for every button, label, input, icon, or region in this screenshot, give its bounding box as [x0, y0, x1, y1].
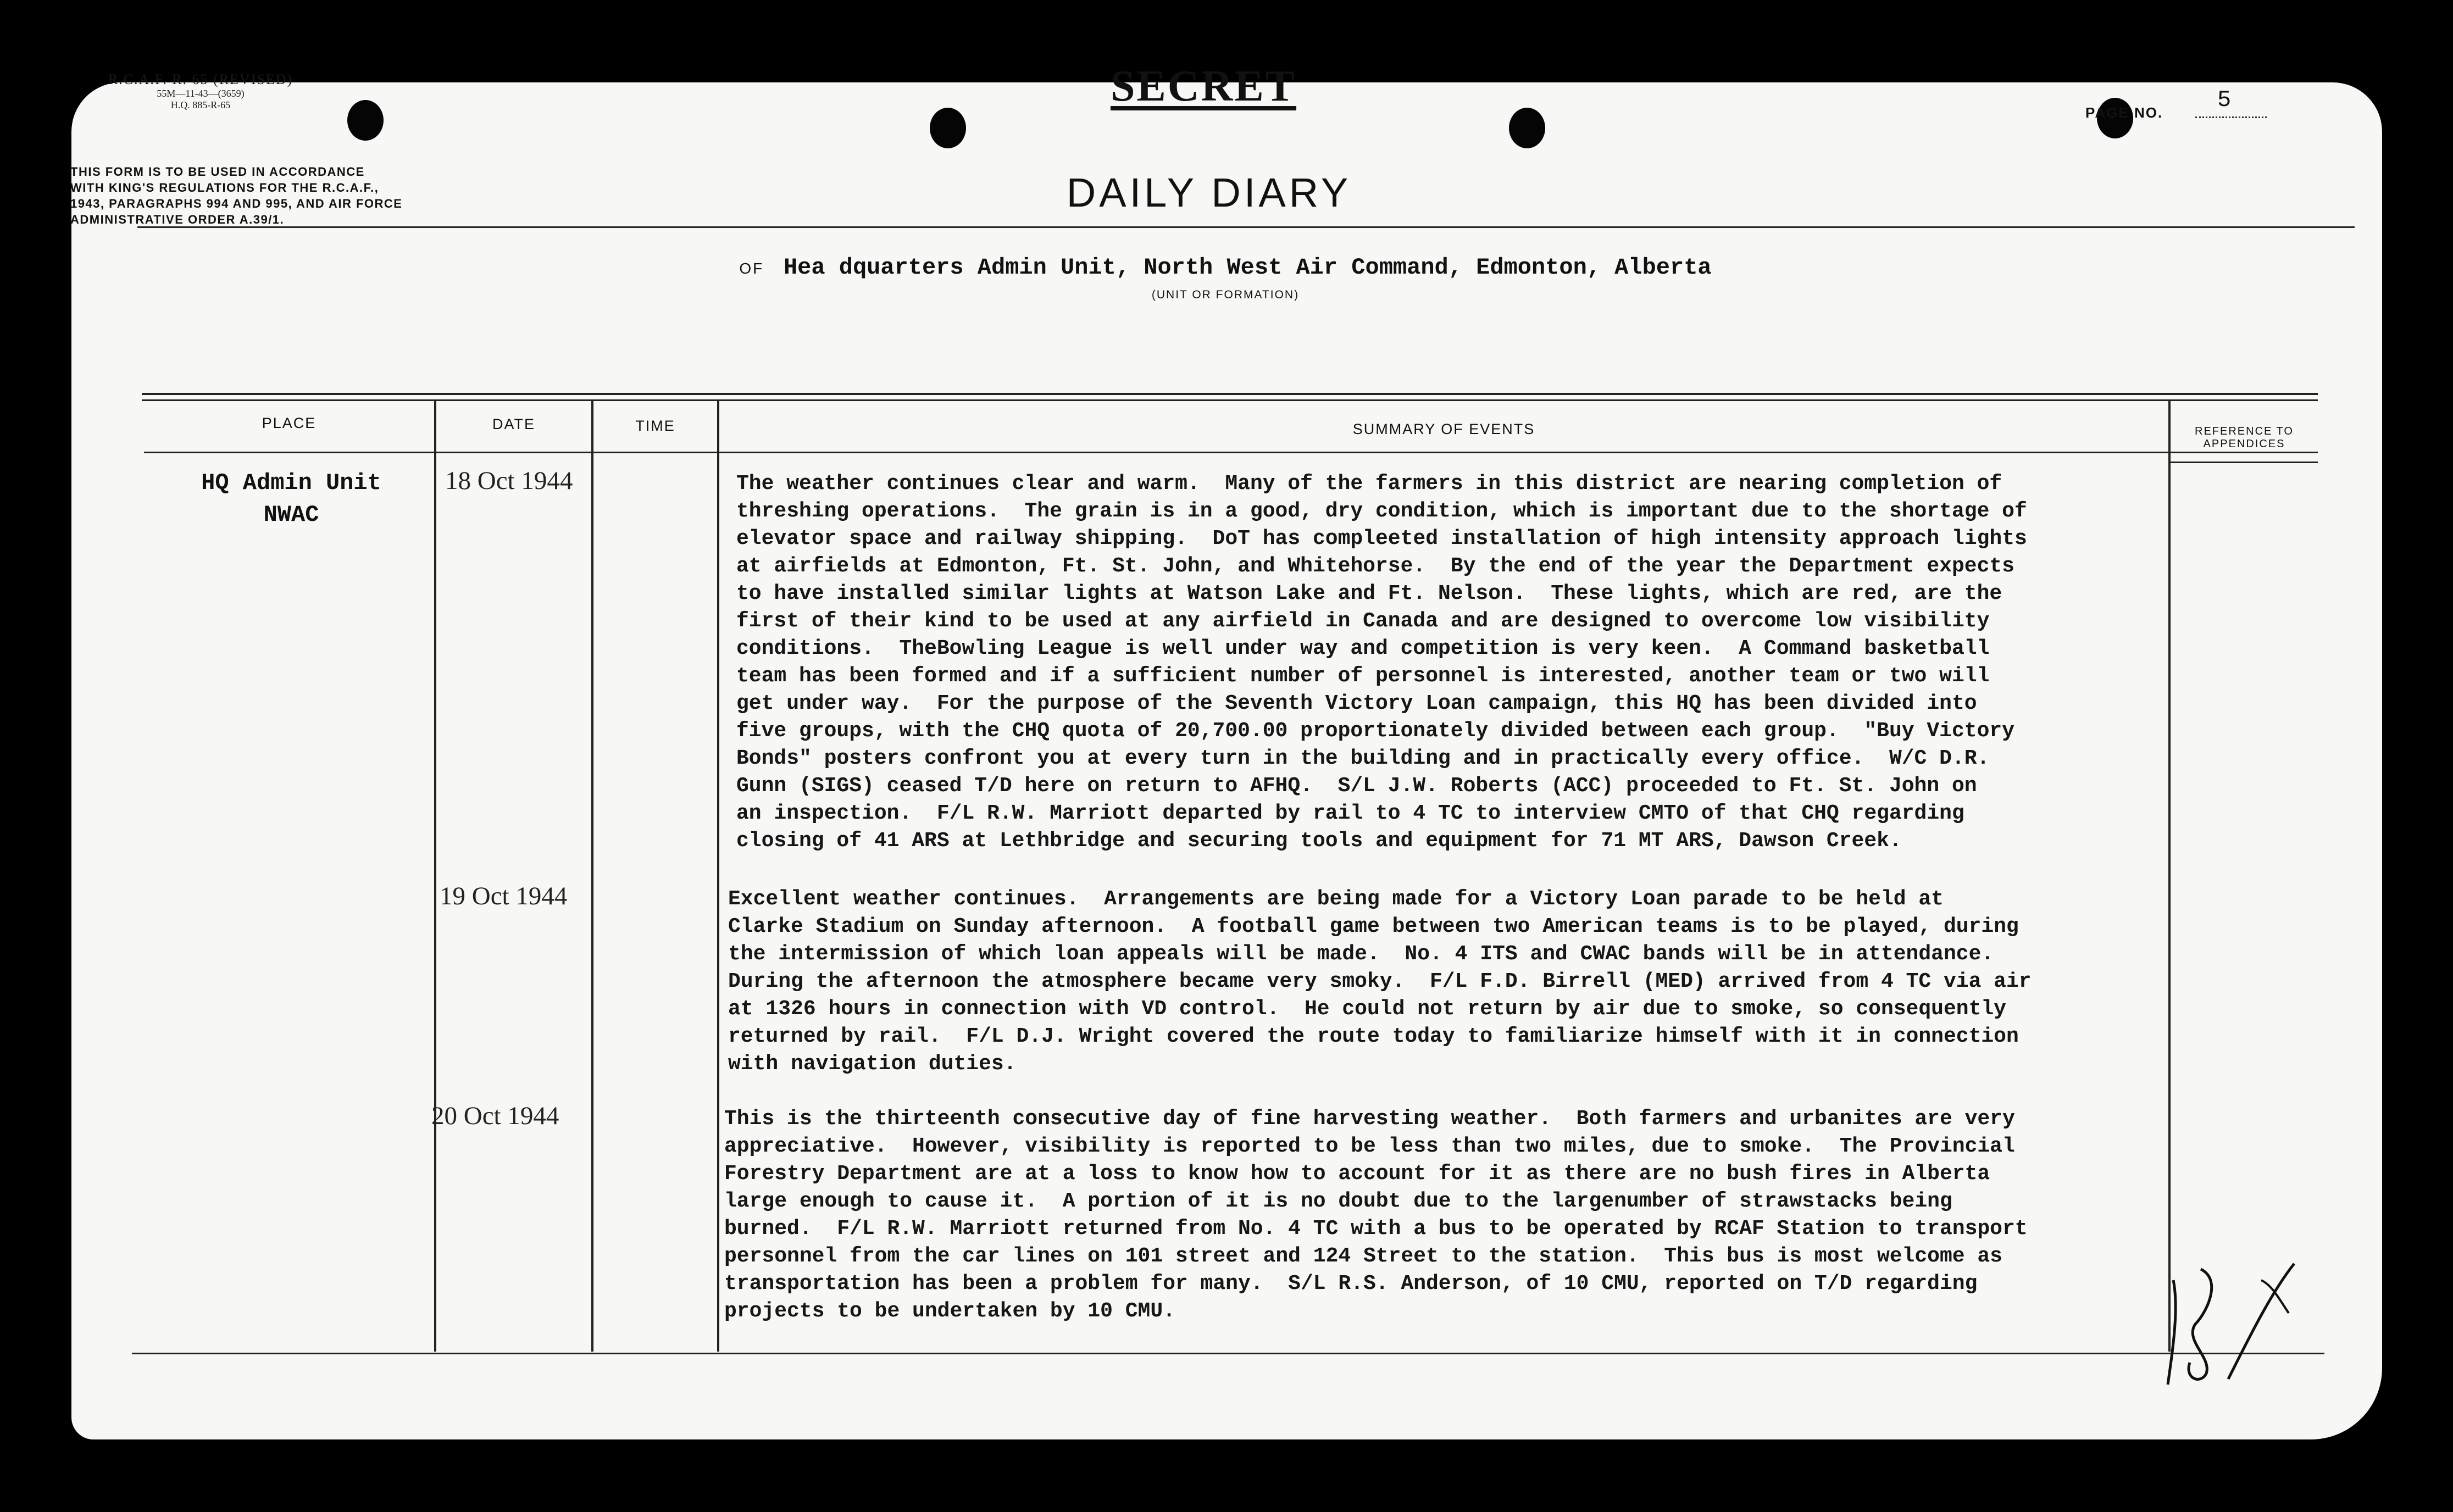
reference-header-rule: [2171, 462, 2318, 463]
column-divider: [717, 401, 719, 1352]
of-label: OF: [739, 260, 764, 277]
page-number: 5: [2217, 87, 2233, 113]
column-header-place: PLACE: [262, 415, 317, 431]
page-number-dots: [2195, 116, 2267, 118]
page-title: DAILY DIARY: [1066, 170, 1352, 215]
table-header-rule: [144, 452, 2318, 453]
column-divider: [434, 401, 436, 1352]
reference-header-line: REFERENCE TO: [2195, 425, 2294, 437]
instruction-line: THIS FORM IS TO BE USED IN ACCORDANCE: [70, 165, 365, 179]
column-header-reference: [2171, 425, 2318, 451]
entry-date: 19 Oct 1944: [440, 882, 568, 910]
unit-line: [676, 253, 1775, 281]
place-line: HQ Admin Unit: [201, 470, 381, 496]
reference-header-line: APPENDICES: [2203, 438, 2285, 450]
instruction-line: WITH KING'S REGULATIONS FOR THE R.C.A.F.,: [70, 181, 379, 194]
column-header-date: DATE: [492, 416, 535, 432]
page-label: PAGE NO.: [2085, 104, 2163, 121]
column-divider: [591, 401, 593, 1352]
signature-mark: [2162, 1247, 2305, 1396]
place-line: NWAC: [263, 502, 319, 528]
column-header-summary: SUMMARY OF EVENTS: [1352, 421, 1535, 437]
column-header-time: TIME: [635, 418, 675, 434]
table-top-rule-inner: [142, 399, 2318, 401]
form-code: 55M—11-43—(3659): [157, 88, 245, 99]
table-top-rule: [142, 393, 2318, 395]
form-hq: H.Q. 885-R-65: [170, 99, 231, 110]
unit-name: Hea dquarters Admin Unit, North West Air Command, Edmonton, Alberta: [783, 254, 1712, 281]
form-instructions: [70, 164, 565, 227]
entry-date: 20 Oct 1944: [431, 1102, 559, 1130]
classification-stamp: SECRET: [1110, 62, 1297, 110]
entry-summary: The weather continues clear and warm. Many of the farmers in this district are nearing completion of threshing operations. The grain is in a good, dry condition, which is important due to the shortage of elevator space and railway shipping. DoT has compleeted installation of high intensity approach lights at airfields at Edmonton, Ft. St. John, and Whitehorse. By the end of the year the Department expects to have installed similar lights at Watson Lake and Ft. Nelson. These lights, which are red, are the first of their kind to be used at any airfield in Canada and are designed to overcome low visibility conditions. TheBowling League is well under way and competition is very keen. A Command basketball team has been formed and if a sufficient number of personnel is interested, another team or two will get under way. For the purpose of the Seventh Victory Loan campaign, this HQ has been divided into five groups, with the CHQ quota of 20,700.00 proportionately divided between each group. "Buy Victory Bonds" posters confront you at every turn in the building and in practically every office. W/C D.R. Gunn (SIGS) ceased T/D here on return to AFHQ. S/L J.W. Roberts (ACC) proceeded to Ft. St. John on an inspection. F/L R.W. Marriott departed by rail to 4 TC to interview CMTO of that CHQ regarding closing of 41 ARS at Lethbridge and securing tools and equipment for 71 MT ARS, Dawson Creek.: [736, 472, 2027, 853]
instruction-line: 1943, PARAGRAPHS 994 AND 995, AND AIR FORCE: [70, 197, 403, 210]
entry-date: 18 Oct 1944: [445, 466, 573, 495]
instruction-line: ADMINISTRATIVE ORDER A.39/1.: [70, 213, 285, 226]
form-identifier: [91, 71, 310, 111]
form-number: R.C.A.F. R. 65 (REVISED): [108, 71, 293, 87]
page-number-field: [2085, 87, 2233, 121]
entry-summary: This is the thirteenth consecutive day of fine harvesting weather. Both farmers and urbanites are very appreciative. However, visibility is reported to be less than two miles, due to smoke. The Provincial Forestry Department are at a loss to know how to account for it as there are no bush fires in Alberta large enough to cause it. A portion of it is no doubt due to the largenumber of strawstacks being burned. F/L R.W. Marriott returned from No. 4 TC with a bus to be operated by RCAF Station to transport personnel from the car lines on 101 street and 124 Street to the station. This bus is most welcome as transportation has been a problem for many. S/L R.S. Anderson, of 10 CMU, reported on T/D regarding projects to be undertaken by 10 CMU.: [724, 1107, 2028, 1323]
place-cell: [165, 467, 418, 531]
unit-caption: (UNIT OR FORMATION): [1151, 288, 1300, 301]
entry-summary: Excellent weather continues. Arrangements are being made for a Victory Loan parade to be held at Clarke Stadium on Sunday afternoon. A football game between two American teams is to be played, during the intermission of which loan appeals will be made. No. 4 ITS and CWAC bands will be in attendance. During the afternoon the atmosphere became very smoky. F/L F.D. Birrell (MED) arrived from 4 TC via air at 1326 hours in connection with VD control. He could not return by air due to smoke, so consequently returned by rail. F/L D.J. Wright covered the route today to familiarize himself with it in connection with navigation duties.: [728, 887, 2032, 1076]
binder-hole: [1509, 108, 1545, 148]
binder-hole: [347, 100, 384, 141]
binder-hole: [930, 108, 966, 148]
table-bottom-rule: [132, 1353, 2324, 1354]
